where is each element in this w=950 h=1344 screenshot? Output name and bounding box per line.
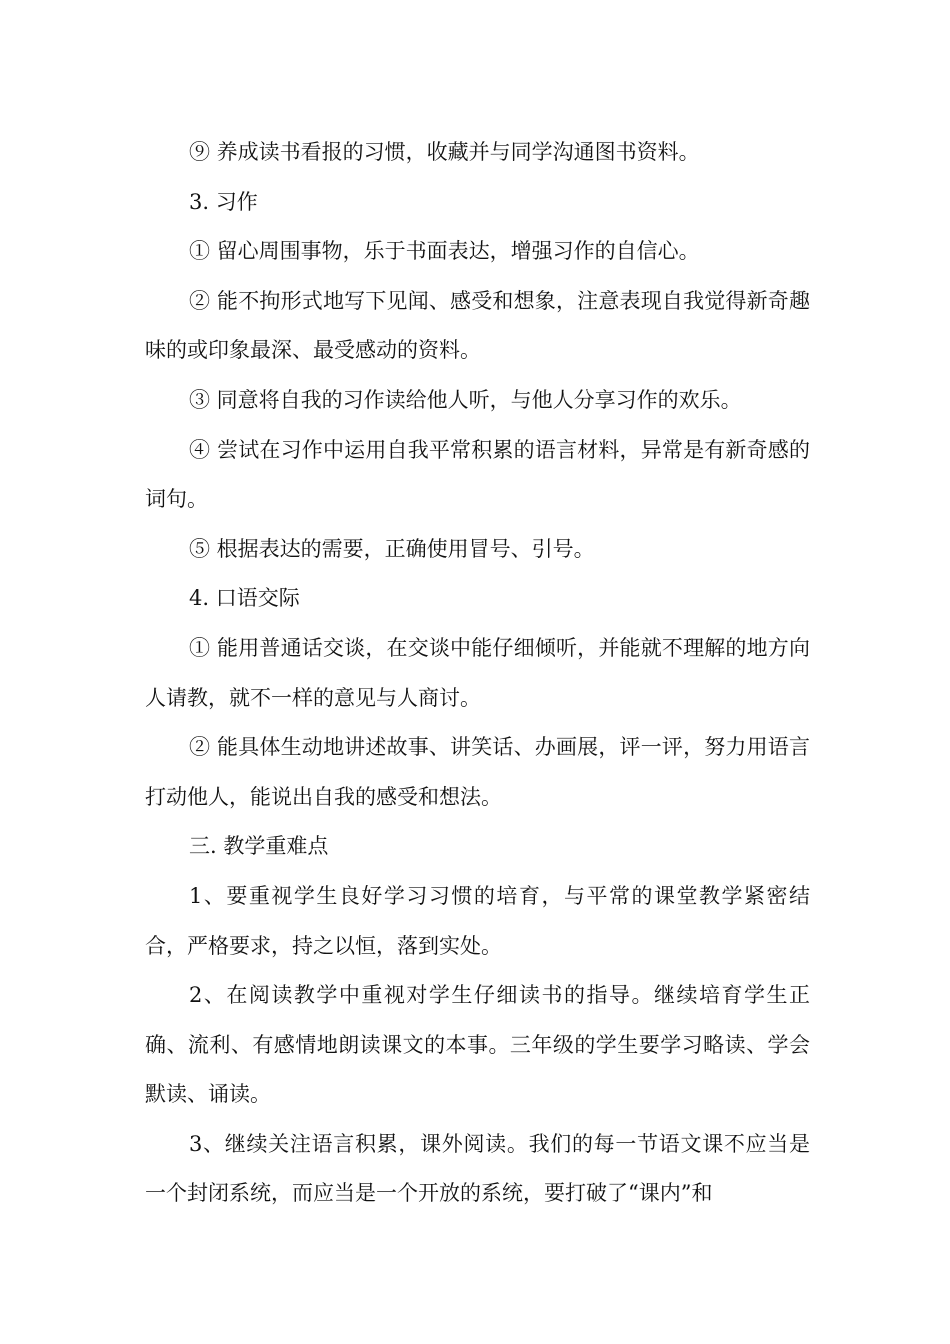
paragraph-writing-2: ② 能不拘形式地写下见闻、感受和想象，注意表现自我觉得新奇趣味的或印象最深、最受感动的资料。 — [145, 288, 810, 363]
paragraph-reading-habit: ⑨ 养成读书看报的习惯，收藏并与同学沟通图书资料。 — [189, 140, 700, 164]
paragraph-key-point-3: 3、继续关注语言积累，课外阅读。我们的每一节语文课不应当是一个封闭系统，而应当是一个开放的系统，要打破了“课内”和 — [145, 1131, 810, 1206]
paragraph-oral-2: ② 能具体生动地讲述故事、讲笑话、办画展，评一评，努力用语言打动他人，能说出自我的感受和想法。 — [145, 735, 810, 809]
paragraph-key-point-2: 2、在阅读教学中重视对学生仔细读书的指导。继续培育学生正确、流利、有感情地朗读课文的本事。三年级的学生要学习略读、学会默读、诵读。 — [145, 983, 810, 1107]
paragraph-writing-1: ① 留心周围事物，乐于书面表达，增强习作的自信心。 — [189, 239, 700, 264]
paragraph-key-point-1: 1、要重视学生良好学习习惯的培育，与平常的课堂教学紧密结合，严格要求，持之以恒，落到实处。 — [145, 883, 810, 958]
paragraph-writing-4: ④ 尝试在习作中运用自我平常积累的语言材料，异常是有新奇感的词句。 — [145, 437, 810, 512]
section-heading-oral: 4. 口语交际 — [189, 586, 300, 611]
section-heading-key-points: 三. 教学重难点 — [189, 834, 329, 859]
paragraph-writing-5: ⑤ 根据表达的需要，正确使用冒号、引号。 — [189, 536, 595, 561]
paragraph-writing-3: ③ 同意将自我的习作读给他人听，与他人分享习作的欢乐。 — [189, 387, 742, 412]
paragraph-oral-1: ① 能用普通话交谈，在交谈中能仔细倾听，并能就不理解的地方向人请教，就不一样的意见与人商讨。 — [145, 635, 810, 710]
section-heading-writing: 3. 习作 — [189, 189, 258, 214]
document-body — [145, 128, 810, 1219]
